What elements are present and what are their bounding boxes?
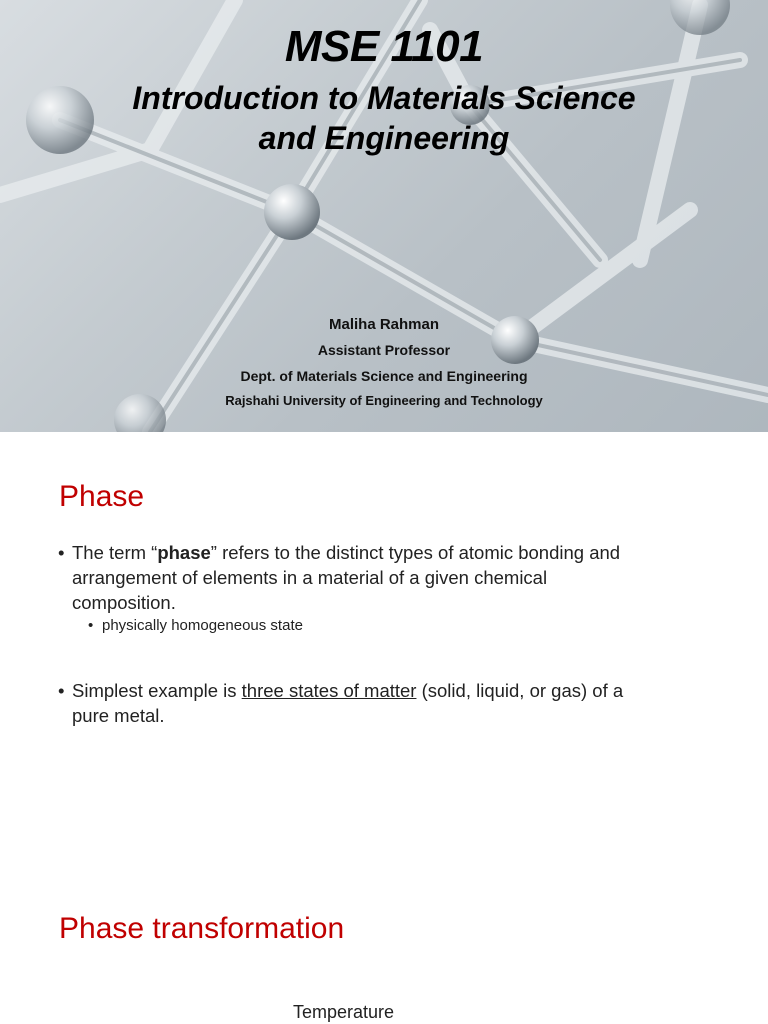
bullet-phase-definition xyxy=(58,540,738,615)
university: Rajshahi University of Engineering and Technology xyxy=(225,393,543,408)
heading-phase-transformation: Phase transformation xyxy=(59,912,345,945)
course-code: MSE 1101 xyxy=(284,22,484,71)
bullet1-line2: arrangement of elements in a material of a given chemical xyxy=(72,567,548,588)
course-name-line2: and Engineering xyxy=(258,120,510,156)
course-name-line1: Introduction to Materials Science xyxy=(132,80,636,116)
bullet2-suffix: (solid, liquid, or gas) of a xyxy=(416,680,624,701)
bullet2-underlined: three states of matter xyxy=(241,680,417,701)
bullet-states-of-matter xyxy=(58,678,738,728)
phase-slide xyxy=(0,432,768,1024)
author-name: Maliha Rahman xyxy=(328,316,440,333)
author-title: Assistant Professor xyxy=(317,342,451,358)
sub-bullet-dot: • xyxy=(88,617,94,634)
bullet1-suffix: ” refers to the distinct types of atomic bonding and xyxy=(210,542,621,563)
bullet2-prefix: Simplest example is xyxy=(72,680,242,701)
course-name xyxy=(0,78,768,158)
bullet-dot: • xyxy=(58,542,65,563)
bullet1-prefix: The term “ xyxy=(72,542,158,563)
sub-bullet-text: physically homogeneous state xyxy=(102,617,303,634)
title-slide xyxy=(0,0,768,432)
bullet-dot: • xyxy=(58,680,65,701)
department: Dept. of Materials Science and Engineering xyxy=(240,368,528,384)
bullet1-term: phase xyxy=(157,542,211,563)
temperature-label: Temperature xyxy=(293,1002,395,1022)
bullet1-line3: composition. xyxy=(72,592,176,613)
heading-phase: Phase xyxy=(59,480,145,513)
bullet2-line2: pure metal. xyxy=(72,705,165,726)
sub-bullet xyxy=(88,617,303,634)
